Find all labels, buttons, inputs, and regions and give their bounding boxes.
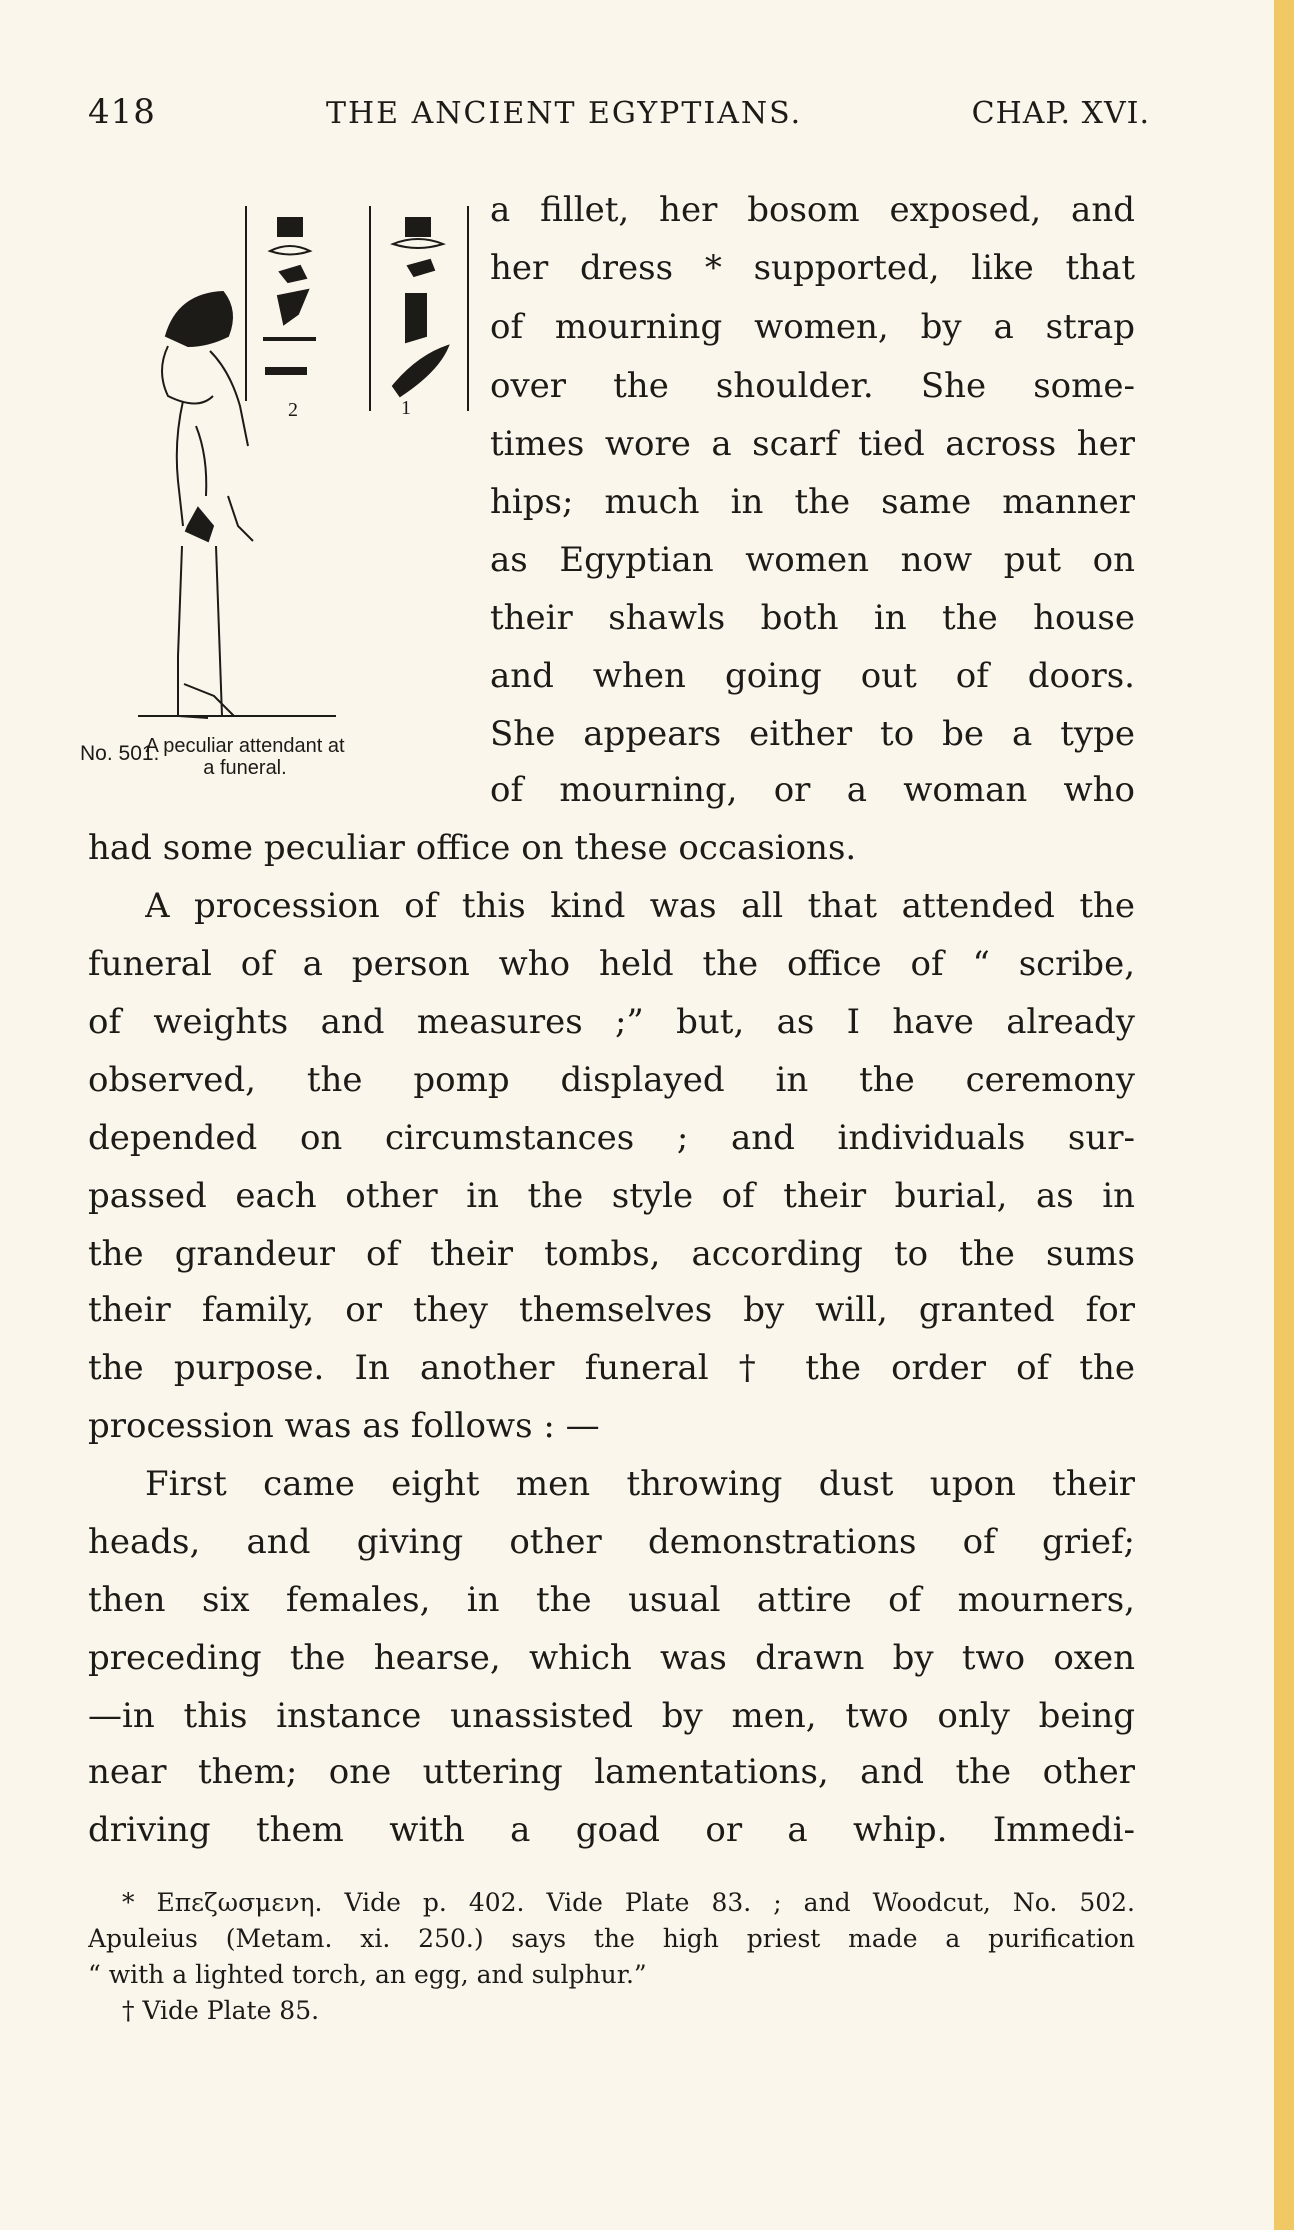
body-line: then six females, in the usual attire of mourners, xyxy=(88,1580,1135,1620)
glyph xyxy=(270,246,310,255)
body-line: as Egyptian women now put on xyxy=(490,540,1135,580)
figure-number: No. 501. xyxy=(80,742,160,765)
body-line: times wore a scarf tied across her xyxy=(490,424,1135,464)
body-line: a fillet, her bosom exposed, and xyxy=(490,190,1135,230)
body-line: heads, and giving other demonstrations of grief; xyxy=(88,1522,1135,1562)
footnote-line: † Vide Plate 85. xyxy=(122,1996,320,2025)
figure-arm xyxy=(228,496,253,541)
glyph xyxy=(280,266,306,282)
body-line: her dress * supported, like that xyxy=(490,248,1135,288)
figure-dress xyxy=(178,546,182,656)
column-label: 2 xyxy=(288,399,298,421)
body-line: hips; much in the same manner xyxy=(490,482,1135,522)
mourner-illustration xyxy=(138,196,478,741)
glyph xyxy=(408,260,434,276)
column-label: 1 xyxy=(401,397,411,419)
body-line: the purpose. In another funeral † the order of the xyxy=(88,1348,1135,1388)
figure-dress xyxy=(216,546,222,716)
footnote-line: * Επεζωσμενη. Vide p. 402. Vide Plate 83. ; and Woodcut, No. 502. xyxy=(122,1888,1135,1917)
body-line: over the shoulder. She some- xyxy=(490,366,1135,406)
woodcut-figure xyxy=(138,196,478,741)
body-line: depended on circumstances ; and individuals sur- xyxy=(88,1118,1135,1158)
figure-body xyxy=(177,401,183,526)
page-header xyxy=(88,92,1150,152)
body-line: observed, the pomp displayed in the ceremony xyxy=(88,1060,1135,1100)
glyph xyxy=(266,368,306,374)
glyph xyxy=(406,294,426,342)
figure-caption: A peculiar attendant at a funeral. xyxy=(145,735,345,779)
figure-strap xyxy=(196,426,206,496)
figure-hair xyxy=(166,292,232,346)
body-line: First came eight men throwing dust upon their xyxy=(145,1464,1135,1504)
body-line: procession was as follows : — xyxy=(88,1406,600,1446)
page-number: 418 xyxy=(88,92,156,132)
page-edge xyxy=(1274,0,1294,2230)
figure-hand xyxy=(186,508,213,541)
body-line: near them; one uttering lamentations, and the other xyxy=(88,1752,1135,1792)
figure-feet xyxy=(184,684,234,716)
body-line: driving them with a goad or a whip. Immedi- xyxy=(88,1810,1135,1850)
running-head: THE ANCIENT EGYPTIANS. xyxy=(326,96,803,131)
body-line: passed each other in the style of their burial, as in xyxy=(88,1176,1135,1216)
body-line: their shawls both in the house xyxy=(490,598,1135,638)
body-line: had some peculiar office on these occasions. xyxy=(88,828,857,868)
figure-arm xyxy=(162,346,213,404)
glyph xyxy=(278,218,302,236)
body-line: of mourning women, by a strap xyxy=(490,307,1135,347)
body-line: of weights and measures ;” but, as I have already xyxy=(88,1002,1135,1042)
body-line: the grandeur of their tombs, according to the sums xyxy=(88,1234,1135,1274)
body-line: preceding the hearse, which was drawn by two oxen xyxy=(88,1638,1135,1678)
body-line: and when going out of doors. xyxy=(490,656,1135,696)
body-line: A procession of this kind was all that attended the xyxy=(145,886,1135,926)
figure-body xyxy=(210,351,248,446)
glyph xyxy=(406,218,430,236)
footnote-line: Apuleius (Metam. xi. 250.) says the high priest made a purification xyxy=(88,1924,1135,1953)
glyph xyxy=(393,346,448,396)
body-line: funeral of a person who held the office of “ scribe, xyxy=(88,944,1135,984)
body-line: of mourning, or a woman who xyxy=(490,770,1135,810)
body-line: She appears either to be a type xyxy=(490,714,1135,754)
glyph xyxy=(393,239,443,248)
chapter-label: CHAP. XVI. xyxy=(971,96,1150,131)
glyph xyxy=(278,290,308,324)
body-line: —in this instance unassisted by men, two only being xyxy=(88,1696,1135,1736)
body-line: their family, or they themselves by will, granted for xyxy=(88,1290,1135,1330)
footnote-line: “ with a lighted torch, an egg, and sulphur.” xyxy=(88,1960,647,1989)
